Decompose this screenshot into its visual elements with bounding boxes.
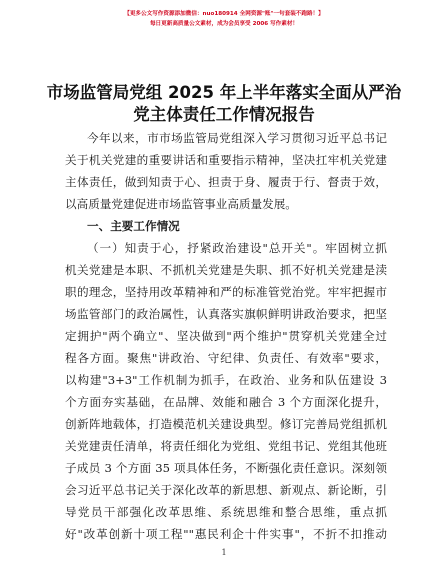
body-line: 会习近平总书记关于深化改革的新思想、新观点、新论断，引 (65, 483, 387, 497)
promo-banner-line-1: 【更多公文写作资源添加微信：nuo180914 全网资源"账"一句套装不跑路！】 (124, 11, 324, 17)
body-line: 子成员 3 个方面 35 项具体任务，不断强化责任意识。深刻领 (65, 461, 387, 475)
document-title-line-2: 党主体责任工作情况报告 (133, 105, 315, 124)
body-line: 个方面夯实基础，在品牌、效能和融合 3 个方面深化提升， (65, 395, 387, 409)
intro-line: 主体责任，做到知责于心、担责于身、履责于行、督责于效， (65, 175, 387, 189)
body-line: 创新阵地载体，打造模范机关建设典型。修订完善局党组抓机 (65, 417, 387, 431)
body-line: 好"改革创新十项工程""惠民利企十件实事"，不折不扣推动 (65, 527, 387, 541)
section-heading: 一、主要工作情况 (87, 219, 180, 233)
body-line: 以构建"3+3"工作机制为抓手，在政治、业务和队伍建设 3 (65, 373, 387, 387)
promo-banner-line-2: 每日更新高质量公文素材，成为会员享受 2006 写作素材！ (149, 21, 299, 27)
body-line: 职的理念，坚持用改革精神和严的标准管党治党。牢牢把握市 (65, 285, 387, 299)
body-line: 机关党建是本职、不抓机关党建是失职、抓不好机关党建是渎 (65, 263, 387, 277)
page-number: 1 (221, 548, 227, 557)
intro-line: 今年以来，市市场监管局党组深入学习贯彻习近平总书记 (87, 131, 387, 145)
intro-line: 以高质量党建促进市场监管事业高质量发展。 (65, 197, 297, 211)
body-line: 导党员干部强化改革思维、系统思维和整合思维，重点抓 (65, 505, 387, 519)
document-title-line-1: 市场监管局党组 2025 年上半年落实全面从严治 (46, 83, 402, 102)
body-line: 程各方面。聚焦"讲政治、守纪律、负责任、有效率"要求， (65, 351, 387, 365)
body-line: 关党建责任清单，将责任细化为党组、党组书记、党组其他班 (65, 439, 387, 453)
body-line: 场监管部门的政治属性，认真落实旗帜鲜明讲政治要求，把坚 (65, 307, 387, 321)
intro-line: 关于机关党建的重要讲话和重要指示精神，坚决扛牢机关党建 (65, 153, 387, 167)
body-line: 定拥护"两个确立"、坚决做到"两个维护"贯穿机关党建全过 (65, 329, 387, 343)
body-line: （一）知责于心，抒紧政治建设"总开关"。牢固树立抓 (87, 241, 387, 255)
